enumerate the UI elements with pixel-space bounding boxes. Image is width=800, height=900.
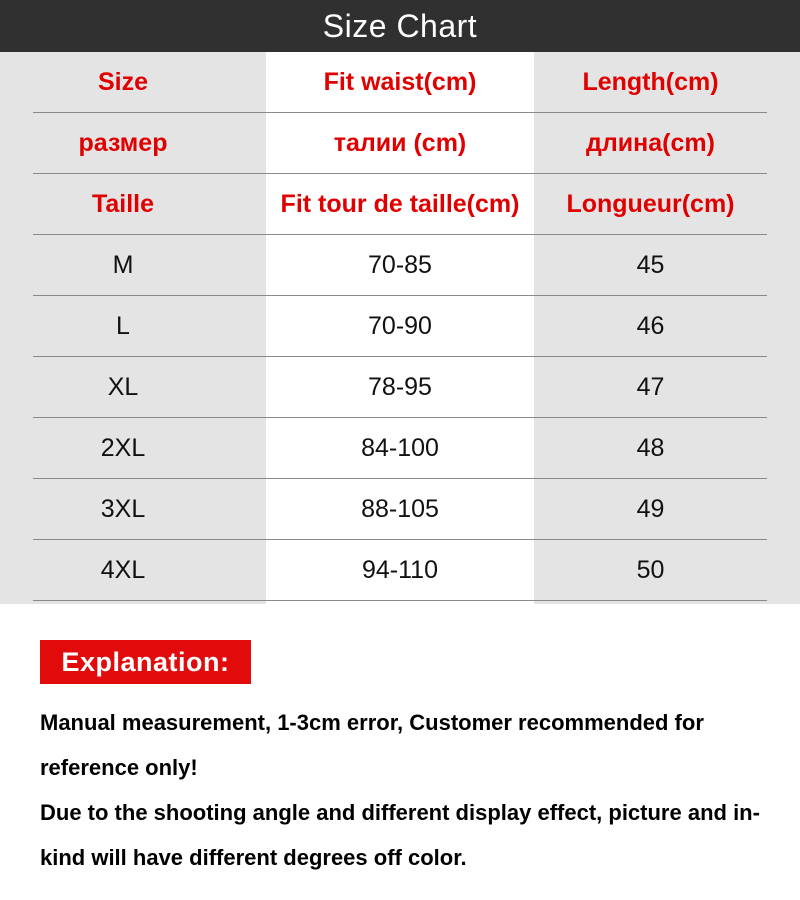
explanation-line: Due to the shooting angle and different display effect, picture and in-kind will have different degrees off color. [40, 800, 760, 870]
table-row [33, 540, 767, 601]
size-cell: L [116, 311, 130, 340]
waist-cell: 78-95 [368, 372, 432, 401]
header-length: Length(cm) [582, 67, 719, 96]
size-cell: 4XL [100, 555, 146, 584]
table-row [33, 357, 767, 418]
table-row [33, 479, 767, 540]
length-cell: 47 [636, 372, 665, 401]
header-waist: Fit waist(cm) [323, 67, 477, 96]
explanation-text [40, 700, 770, 880]
length-cell: 46 [636, 311, 665, 340]
header-waist-fr: Fit tour de taille(cm) [280, 189, 520, 218]
header-size: Size [97, 67, 149, 96]
size-cell: M [112, 250, 134, 279]
size-cell: 3XL [100, 494, 146, 523]
header-length-fr: Longueur(cm) [566, 189, 735, 218]
waist-cell: 70-85 [368, 250, 432, 279]
length-cell: 45 [636, 250, 665, 279]
waist-cell: 70-90 [368, 311, 432, 340]
header-length-ru: длина(cm) [586, 128, 715, 157]
header-size-ru: размер [78, 128, 168, 157]
header-waist-ru: талии (cm) [333, 128, 467, 157]
header-size-fr: Taille [91, 189, 155, 218]
length-cell: 50 [636, 555, 665, 584]
header-row-french [33, 174, 767, 235]
explanation-line: Manual measurement, 1-3cm error, Customer recommended for reference only! [40, 710, 704, 780]
explanation-badge: Explanation: [40, 640, 251, 684]
length-cell: 49 [636, 494, 665, 523]
length-cell: 48 [636, 433, 665, 462]
waist-cell: 88-105 [361, 494, 439, 523]
header-row-russian [33, 113, 767, 174]
table-row [33, 235, 767, 296]
waist-cell: 94-110 [362, 555, 438, 584]
size-cell: 2XL [100, 433, 146, 462]
size-cell: XL [107, 372, 139, 401]
waist-cell: 84-100 [361, 433, 439, 462]
size-table [33, 52, 767, 601]
table-row [33, 418, 767, 479]
header-row-english [33, 52, 767, 113]
table-row [33, 296, 767, 357]
size-chart-title: Size Chart [0, 0, 800, 52]
